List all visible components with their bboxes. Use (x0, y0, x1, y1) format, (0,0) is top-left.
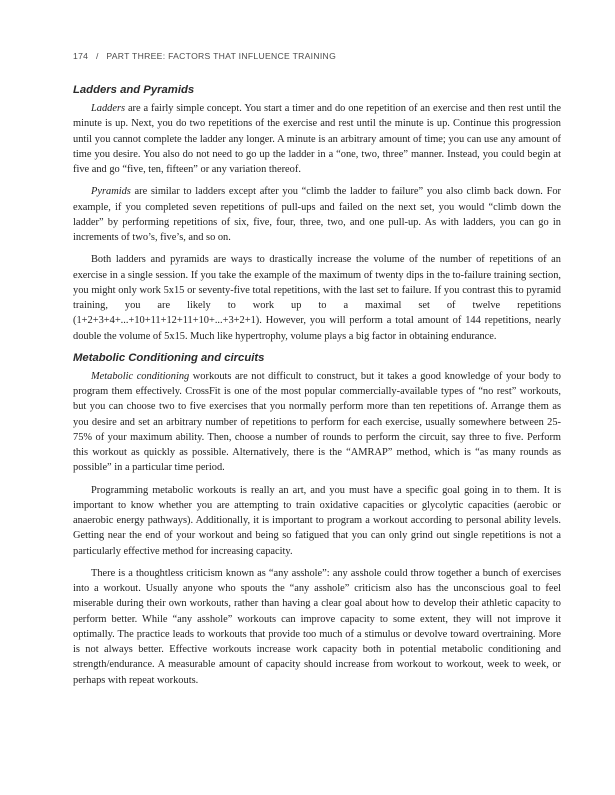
paragraph: Both ladders and pyramids are ways to drastically increase the volume of the number of repetitions of an exercise in a single session. If you take the example of the maximum of twenty dips in the to-failure training section, you might only work 5x15 or seventy-five total repetitions, with the last set to failure. If you contrast this to pyramid training, you are likely to work up to a maximal set of twelve repetitions (1+2+3+4+...+10+11+12+11+10+...+3+2+1). However, you will perform a total amount of 144 repetitions, nearly double the volume of 5x15. Much like hypertrophy, volume plays a big factor in obtaining endurance. (73, 254, 561, 342)
italic-term: Metabolic conditioning (91, 370, 190, 382)
paragraph: Pyramids are similar to ladders except after you “climb the ladder to failure” you also climb back down. For example, if you completed seven repetitions of pull-ups and failed on the next set, you would “climb down the ladder” by performing repetitions of six, five, four, three, two, and one pull-up. As with ladders, you can go in increments of two’s, five’s, and so on. (73, 186, 561, 243)
page-number: 174 (73, 51, 89, 61)
section-heading-ladders: Ladders and Pyramids (73, 84, 195, 96)
running-head (73, 51, 341, 61)
section-heading-metabolic: Metabolic Conditioning and circuits (73, 351, 265, 364)
paragraph: Ladders are a fairly simple concept. You start a timer and do one repetition of an exercise and then rest until the minute is up. Next, you do two repetitions of the exercise and rest until the minute is up. Continue this progression until you cannot complete the ladder any longer. A minute is an arbitrary amount of time; you can use any amount of time you desire. You also do not need to go up the ladder in a “one, two, three” manner. Instead, you could begin at five and go “five, ten, fifteen” or any variation thereof. (73, 103, 561, 175)
part-title: PART THREE: FACTORS THAT INFLUENCE TRAINING (106, 51, 337, 61)
paragraph: Metabolic conditioning workouts are not difficult to construct, but it takes a good knowledge of your body to program them effectively. CrossFit is one of the most popular commercially-available types of “no rest” workouts, but you can choose two to five exercises that you normally perform more than ten repetitions of. Arrange them as you desire and set an arbitrary number of repetitions to perform for each exercise, usually somewhere between 25-75% of your maximum ability. Then, choose a number of rounds to perform the circuit, say three to five. Perform this workout as quickly as possible. Alternatively, there is the “AMRAP” method, which is “as many rounds as possible” in a particular time period. (73, 370, 562, 474)
paragraph: There is a thoughtless criticism known as “any asshole”: any asshole could throw together a bunch of exercises into a workout. Usually anyone who spouts the “any asshole” criticism also has the unconscious goal to feel miserable during their own workouts, rather than having a clear goal about how to develop their athletic capacity to perform better. While “any asshole” workouts can improve capacity to some extent, they will not improve it optimally. The practice leads to workouts that provide too much of a stimulus or devolve toward overtraining. More is not always better. Effective workouts increase work capacity both in potential metabolic conditioning and strength/endurance. A measurable amount of capacity should increase from workout to workout, week to week, or perhaps with repeat workouts. (73, 567, 561, 686)
italic-term: Ladders (91, 103, 126, 114)
header-separator: / (95, 51, 99, 61)
page-body (73, 83, 561, 695)
italic-term: Pyramids (91, 186, 131, 198)
paragraph: Programming metabolic workouts is really an art, and you must have a specific goal going in to them. It is important to know whether you are attempting to train oxidative capacities or glycolytic capacities (aerobic or anaerobic energy pathways). Additionally, it is important to program a workout according to personal ability levels. Getting near the end of your workout and being so fatigued that you can only grind out single repetitions is not a particularly effective method for increasing capacity. (73, 484, 561, 557)
